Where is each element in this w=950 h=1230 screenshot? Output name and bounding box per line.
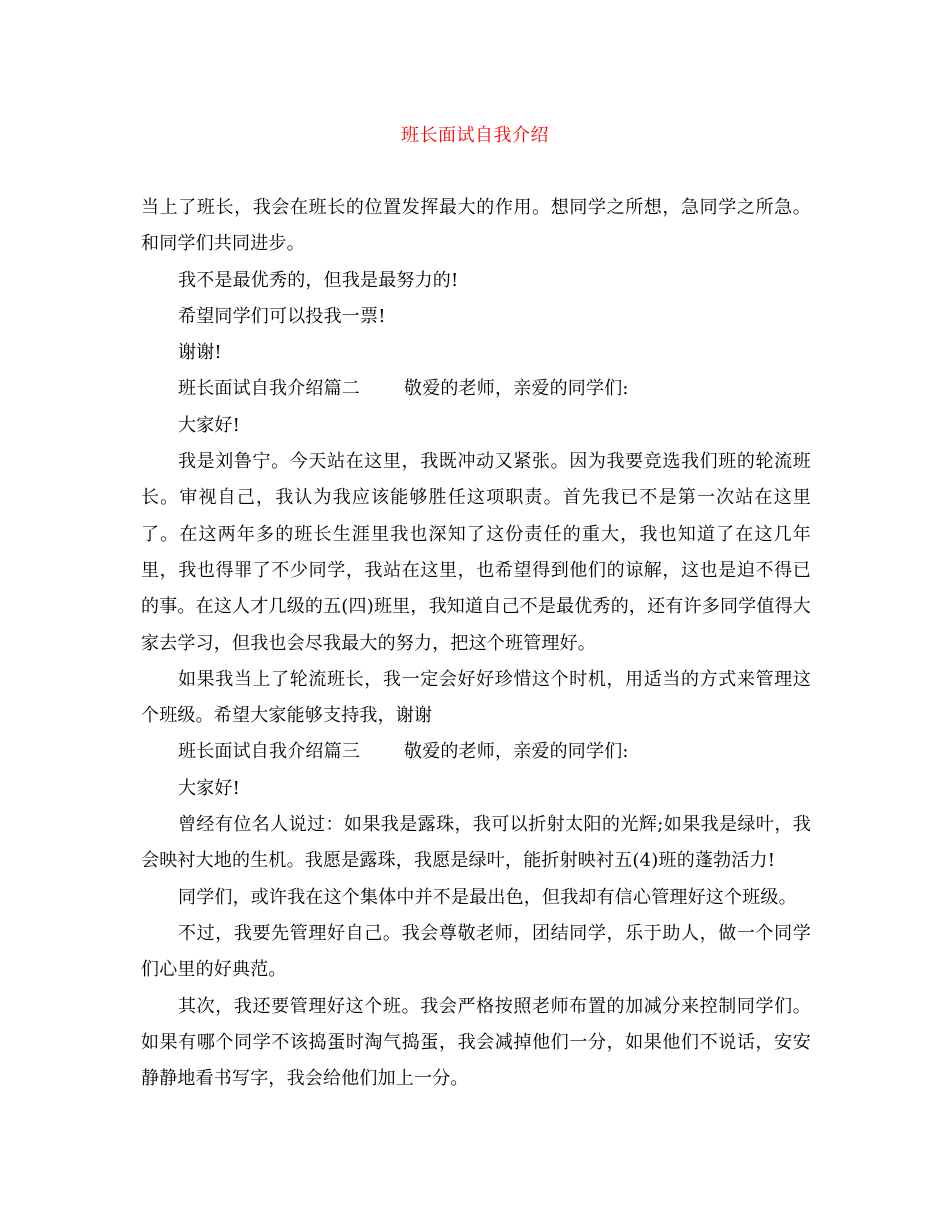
section-heading: 班长面试自我介绍篇二 xyxy=(178,378,360,400)
paragraph: 曾经有位名人说过：如果我是露珠，我可以折射太阳的光辉;如果我是绿叶，我会映衬大地的生机。我愿是露珠，我愿是绿叶，能折射映衬五(4)班的蓬勃活力! xyxy=(141,814,811,872)
paragraph: 大家好! xyxy=(178,414,241,436)
paragraph: 其次，我还要管理好这个班。我会严格按照老师布置的加减分来控制同学们。如果有哪个同学不该捣蛋时淘气捣蛋，我会减掉他们一分，如果他们不说话，安安静静地看书写字，我会给他们加上一分。 xyxy=(141,995,811,1090)
document-body xyxy=(141,190,811,1097)
paragraph: 我不是最优秀的，但我是最努力的! xyxy=(178,269,459,291)
paragraph: 谢谢! xyxy=(178,342,222,364)
salutation: 敬爱的老师，亲爱的同学们: xyxy=(404,378,629,400)
paragraph: 希望同学们可以投我一票! xyxy=(178,305,386,327)
paragraph: 同学们，或许我在这个集体中并不是最出色，但我却有信心管理好这个班级。 xyxy=(178,886,797,908)
document-title: 班长面试自我介绍 xyxy=(401,125,549,146)
paragraph: 大家好! xyxy=(178,777,241,799)
section-heading-line xyxy=(141,371,811,407)
salutation: 敬爱的老师，亲爱的同学们: xyxy=(404,741,629,763)
paragraph: 如果我当上了轮流班长，我一定会好好珍惜这个时机，用适当的方式来管理这个班级。希望大家能够支持我，谢谢 xyxy=(141,668,811,727)
paragraph: 我是刘鲁宁。今天站在这里，我既冲动又紧张。因为我要竞选我们班的轮流班长。审视自己，我认为我应该能够胜任这项职责。首先我已不是第一次站在这里了。在这两年多的班长生涯里我也深知了这份责任的重大，我也知道了在这几年里，我也得罪了不少同学，我站在这里，也希望得到他们的谅解，这也是迫不得已的事。在这人才几级的五(四)班里，我知道自己不是最优秀的，还有许多同学值得大家去学习，但我也会尽我最大的努力，把这个班管理好。 xyxy=(141,451,811,654)
paragraph: 当上了班长，我会在班长的位置发挥最大的作用。想同学之所想，急同学之所急。和同学们共同进步。 xyxy=(141,197,811,255)
section-heading-line xyxy=(141,734,811,770)
section-heading: 班长面试自我介绍篇三 xyxy=(178,741,360,763)
paragraph: 不过，我要先管理好自己。我会尊敬老师，团结同学，乐于助人，做一个同学们心里的好典范。 xyxy=(141,922,811,981)
